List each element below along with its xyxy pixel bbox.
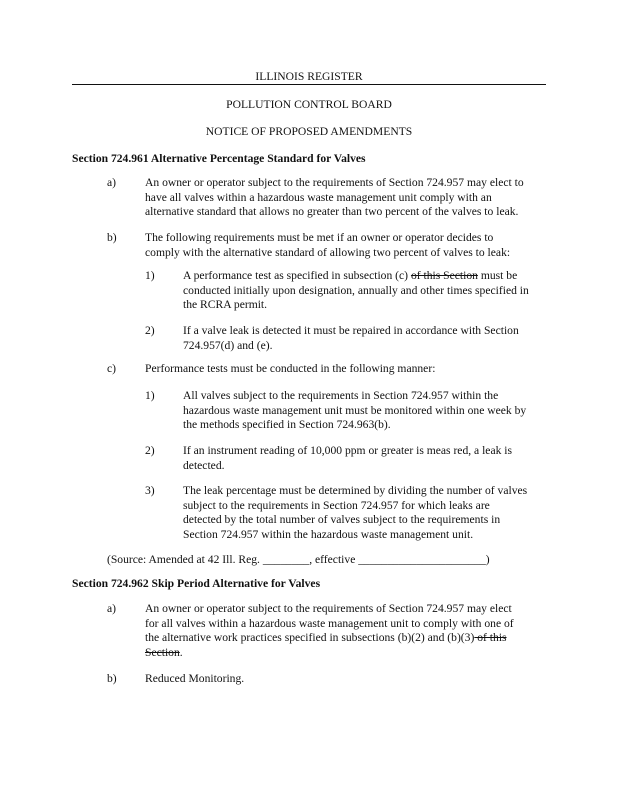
text-line: comply with the alternative standard of allowing two percent of valves to leak: [145,245,511,259]
text-fragment: must be [477,269,518,282]
item-c1-text [183,389,545,433]
text-line: the RCRA permit. [183,298,268,312]
text-line: An owner or operator subject to the requirements of Section 724.957 may elect to [145,176,524,189]
board-name: POLLUTION CONTROL BOARD [226,98,392,111]
item-c3-label: 3) [145,484,155,497]
struck-text: of this [474,631,507,645]
text-line: The leak percentage must be determined by dividing the number of valves [183,484,528,497]
text-line [145,631,545,646]
struck-text: of this Section [410,269,478,282]
subsection-a-label: a) [107,176,117,189]
text-line: hazardous waste management unit must be monitored within one week by [183,403,527,417]
item-b2-label: 2) [145,324,155,337]
section2-subsection-a-label: a) [107,602,117,615]
source-note: (Source: Amended at 42 Ill. Reg. ________, effective ______________________) [107,553,490,566]
section2-subsection-b-text: Reduced Monitoring. [145,672,245,685]
text-line: 724.957(d) and (e). [183,338,273,352]
item-b1-label: 1) [145,269,155,282]
text-line: detected by the total number of valves subject to the requirements in [183,513,501,527]
section-724-961-heading: Section 724.961 Alternative Percentage Standard for Valves [72,152,366,165]
subsection-b-label: b) [107,231,117,244]
text-fragment: the alternative work practices specified in subsections (b)(2) and (b)(3) [145,631,475,645]
text-line: The following requirements must be met if an owner or operator decides to [145,231,494,244]
item-c3-text [183,484,545,542]
text-fragment: . [179,645,183,659]
subsection-a-text [145,176,545,220]
item-c2-text [183,444,545,473]
subsection-c-label: c) [107,362,117,375]
text-line: detected. [183,458,225,472]
struck-text: Section [145,645,180,659]
item-c2-label: 2) [145,444,155,457]
text-line: alternative standard that allows no greater than two percent of the valves to leak. [145,205,519,219]
text-line: If a valve leak is detected it must be repaired in accordance with Section [183,324,519,337]
text-line: If an instrument reading of 10,000 ppm or greater is meas red, a leak is [183,444,513,457]
text-line: conducted initially upon designation, annually and other times specified in [183,283,529,297]
notice-title: NOTICE OF PROPOSED AMENDMENTS [205,125,413,138]
text-line: have all valves within a hazardous waste management unit comply with an [145,190,492,204]
item-c1-label: 1) [145,389,155,402]
subsection-b-text [145,231,545,260]
header-rule [72,84,546,85]
text-line: Section 724.957 within the hazardous waste management unit. [183,527,474,541]
section2-subsection-a-text [145,602,545,660]
text-line: subject to the requirements in Section 724.957 for which leaks are [183,498,490,512]
text-line: All valves subject to the requirements in Section 724.957 within the [183,389,499,402]
text-fragment: A performance test as specified in subsection (c) [183,269,411,282]
register-title: ILLINOIS REGISTER [255,70,363,83]
section-724-962-heading: Section 724.962 Skip Period Alternative for Valves [72,577,321,590]
subsection-c-text: Performance tests must be conducted in the following manner: [145,362,436,375]
text-line: An owner or operator subject to the requirements of Section 724.957 may elect [145,602,512,615]
text-line: for all valves within a hazardous waste management unit to comply with one of [145,616,514,630]
text-line: the methods specified in Section 724.963(b). [183,418,391,432]
section2-subsection-b-label: b) [107,672,117,685]
text-line [183,269,545,284]
text-line [145,646,545,661]
item-b2-text [183,324,545,353]
item-b1-text [183,269,545,313]
